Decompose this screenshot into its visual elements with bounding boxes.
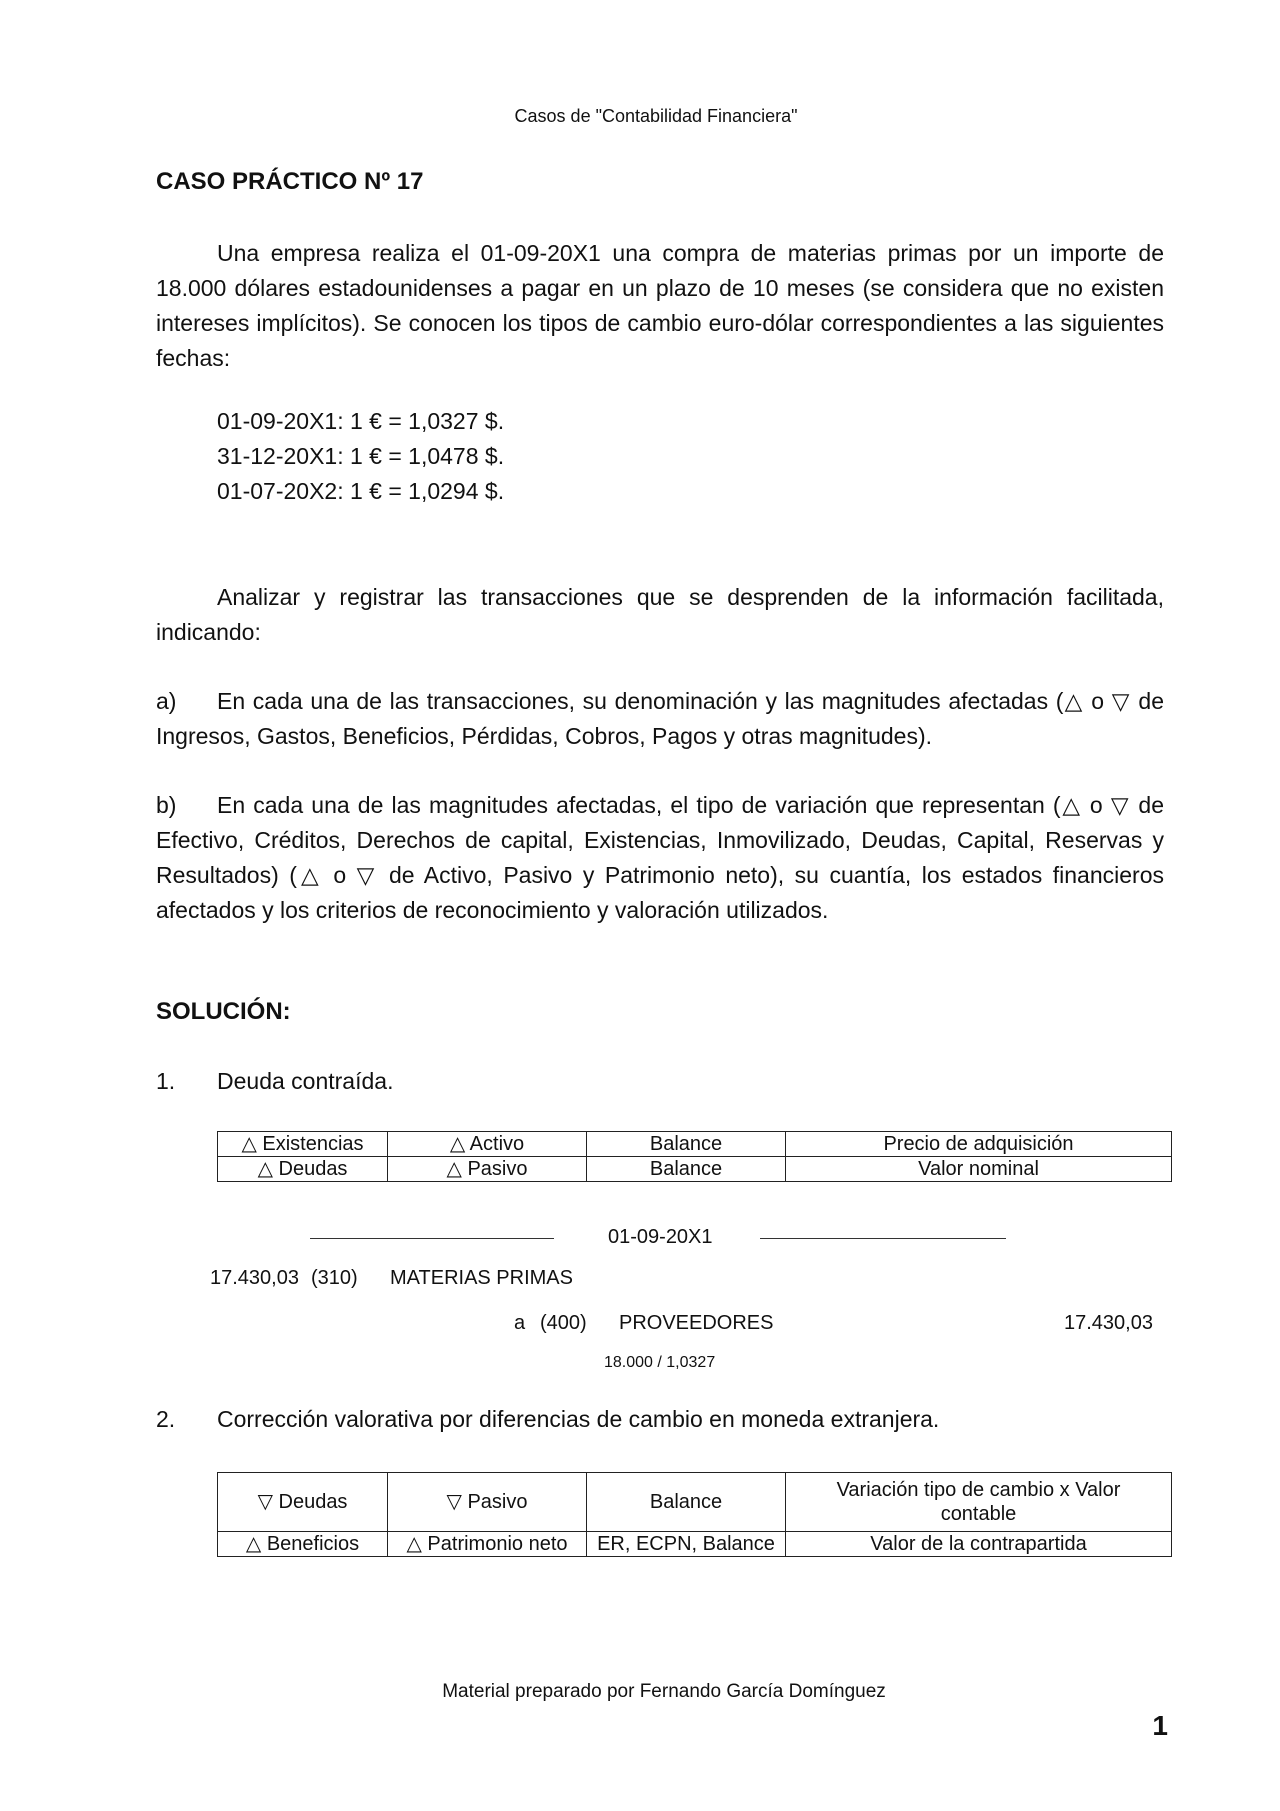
analysis-table-1 bbox=[217, 1131, 1172, 1182]
table-cell: △ Existencias bbox=[218, 1132, 388, 1157]
instruction-paragraph: Analizar y registrar las transacciones que se desprenden de la información facilitada, indicando: bbox=[156, 584, 1164, 645]
table-cell: ER, ECPN, Balance bbox=[587, 1532, 786, 1557]
journal-date: 01-09-20X1 bbox=[608, 1226, 713, 1248]
journal-rule-right bbox=[760, 1238, 1006, 1239]
debit-amount: 17.430,03 bbox=[210, 1267, 299, 1289]
table-cell: △ Activo bbox=[388, 1132, 587, 1157]
table-cell: ▽ Pasivo bbox=[388, 1473, 587, 1532]
page-header: Casos de "Contabilidad Financiera" bbox=[514, 106, 798, 126]
table-cell: Balance bbox=[587, 1473, 786, 1532]
table-row bbox=[218, 1473, 1172, 1532]
case-title: CASO PRÁCTICO Nº 17 bbox=[156, 168, 424, 195]
journal-rule-left bbox=[310, 1238, 554, 1239]
rate-line: 01-07-20X2: 1 € = 1,0294 $. bbox=[217, 478, 505, 504]
step-title: Deuda contraída. bbox=[217, 1068, 394, 1094]
step-number: 2. bbox=[156, 1406, 176, 1432]
table-cell: Balance bbox=[587, 1157, 786, 1182]
debit-account-code: (310) bbox=[311, 1267, 358, 1289]
credit-amount: 17.430,03 bbox=[1064, 1312, 1153, 1334]
table-cell: Valor de la contrapartida bbox=[786, 1532, 1172, 1557]
intro-paragraph: Una empresa realiza el 01-09-20X1 una compra de materias primas por un importe de 18.000 dólares estadounidenses a pagar en un plazo de 10 meses (se considera que no existen intereses implícitos). Se conocen los tipos de cambio euro-dólar correspondientes a las siguientes fechas: bbox=[156, 240, 1164, 371]
list-item-label: a) bbox=[156, 688, 177, 714]
table-cell: ▽ Deudas bbox=[218, 1473, 388, 1532]
debit-account-name: MATERIAS PRIMAS bbox=[390, 1267, 573, 1289]
table-cell: Valor nominal bbox=[786, 1157, 1172, 1182]
list-item-label: b) bbox=[156, 792, 177, 818]
credit-account-code: (400) bbox=[540, 1312, 587, 1334]
table-cell: △ Patrimonio neto bbox=[388, 1532, 587, 1557]
list-item-b bbox=[156, 788, 1164, 928]
rate-line: 01-09-20X1: 1 € = 1,0327 $. bbox=[217, 408, 505, 434]
table-cell: Balance bbox=[587, 1132, 786, 1157]
step-title: Corrección valorativa por diferencias de cambio en moneda extranjera. bbox=[217, 1406, 940, 1432]
calculation-note: 18.000 / 1,0327 bbox=[604, 1354, 716, 1371]
table-cell: Precio de adquisición bbox=[786, 1132, 1172, 1157]
rate-line: 31-12-20X1: 1 € = 1,0478 $. bbox=[217, 443, 505, 469]
table-row bbox=[218, 1157, 1172, 1182]
credit-prefix: a bbox=[514, 1312, 526, 1334]
list-item-text: En cada una de las transacciones, su denominación y las magnitudes afectadas (△ o ▽ de Ingresos, Gastos, Beneficios, Pérdidas, Cobros, Pagos y otras magnitudes). bbox=[156, 688, 1164, 749]
table-cell: Variación tipo de cambio x Valor contable bbox=[786, 1473, 1172, 1532]
table-row bbox=[218, 1132, 1172, 1157]
analysis-table-2 bbox=[217, 1472, 1172, 1557]
list-item-a bbox=[156, 684, 1164, 754]
table-cell: △ Beneficios bbox=[218, 1532, 388, 1557]
table-cell: △ Pasivo bbox=[388, 1157, 587, 1182]
list-item-text: En cada una de las magnitudes afectadas, el tipo de variación que representan (△ o ▽ de Efectivo, Créditos, Derechos de capital, Existencias, Inmovilizado, Deudas, Capital, Reservas y Resultados) (△ o ▽ de Activo, Pasivo y Patrimonio neto), su cuantía, los estados financieros afectados y los criterios de reconocimiento y valoración utilizados. bbox=[156, 792, 1164, 923]
page-footer: Material preparado por Fernando García Domínguez bbox=[442, 1681, 886, 1702]
table-row bbox=[218, 1532, 1172, 1557]
page-number: 1 bbox=[1152, 1710, 1168, 1741]
step-number: 1. bbox=[156, 1068, 176, 1094]
solution-title: SOLUCIÓN: bbox=[156, 998, 291, 1025]
table-cell: △ Deudas bbox=[218, 1157, 388, 1182]
credit-account-name: PROVEEDORES bbox=[619, 1312, 774, 1334]
